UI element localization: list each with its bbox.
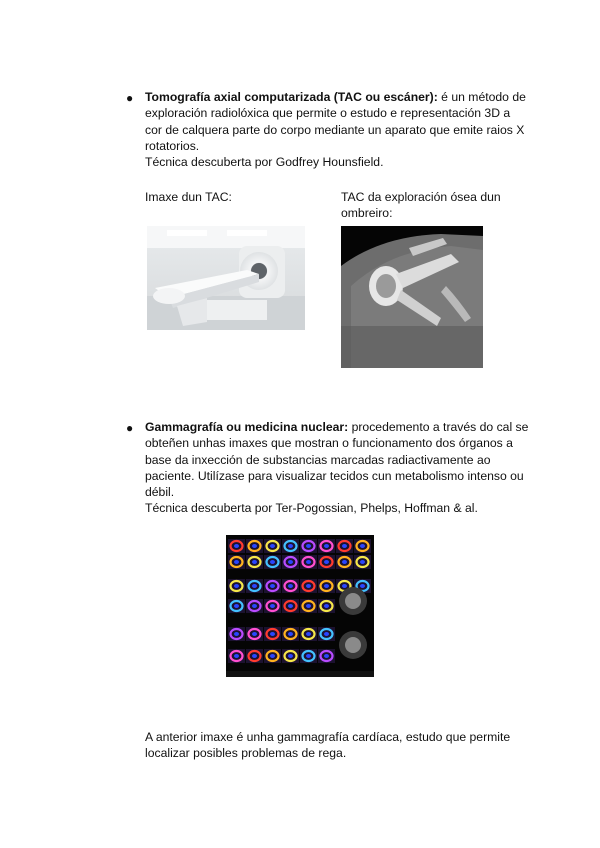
scan-core bbox=[234, 604, 239, 608]
shoulder-ct-image bbox=[341, 226, 483, 368]
gammagraphy-title: Gammagrafía ou medicina nuclear: bbox=[145, 420, 349, 434]
closing-line-1: A anterior imaxe é unha gammagrafía cardíaca, estudo que permite bbox=[145, 730, 511, 744]
closing-line-2: localizar posibles problemas de rega. bbox=[145, 746, 347, 761]
scan-core bbox=[306, 604, 311, 608]
scan-core bbox=[324, 604, 329, 608]
scan-core bbox=[234, 544, 239, 548]
scan-core bbox=[270, 544, 275, 548]
scan-core bbox=[342, 544, 347, 548]
tac-line-2: exploración radiolóxica que permite o estudo e representación 3D a bbox=[145, 106, 511, 121]
scan-core bbox=[252, 560, 257, 564]
scan-core bbox=[306, 544, 311, 548]
scan-core bbox=[306, 584, 311, 588]
scan-core bbox=[342, 584, 347, 588]
scan-core bbox=[324, 654, 329, 658]
scan-core bbox=[342, 560, 347, 564]
scan-core bbox=[324, 584, 329, 588]
scan-core bbox=[252, 604, 257, 608]
tac-line-1: é un método de bbox=[437, 90, 526, 104]
tac-discoverer: Técnica descuberta por Godfrey Hounsfield. bbox=[145, 155, 384, 170]
scan-core bbox=[234, 654, 239, 658]
scan-core bbox=[324, 560, 329, 564]
scan-footer-bar bbox=[226, 671, 374, 677]
scan-core bbox=[360, 544, 365, 548]
closing-paragraph bbox=[145, 729, 535, 762]
cardiac-gammagraphy-image bbox=[226, 535, 374, 677]
scan-core bbox=[270, 632, 275, 636]
scan-core bbox=[270, 604, 275, 608]
scan-core bbox=[270, 654, 275, 658]
gam-line-2: obteñen unhas imaxes que mostran o funcionamento dos órganos a bbox=[145, 436, 513, 451]
scan-core bbox=[324, 632, 329, 636]
polar-map-center bbox=[345, 637, 361, 653]
scan-core bbox=[324, 544, 329, 548]
scan-core bbox=[360, 560, 365, 564]
scan-core bbox=[234, 560, 239, 564]
bullet-2: ● bbox=[126, 421, 134, 435]
gammagraphy-paragraph bbox=[145, 419, 535, 517]
scan-core bbox=[288, 584, 293, 588]
scan-core bbox=[288, 544, 293, 548]
scan-core bbox=[288, 604, 293, 608]
shoulder-caption-line-1: TAC da exploración ósea dun bbox=[341, 190, 501, 204]
scan-core bbox=[306, 654, 311, 658]
tac-title: Tomografía axial computarizada (TAC ou escáner): bbox=[145, 90, 438, 104]
scan-core bbox=[234, 632, 239, 636]
scan-core bbox=[252, 584, 257, 588]
tac-line-4: rotatorios. bbox=[145, 138, 200, 153]
polar-map-center bbox=[345, 593, 361, 609]
gam-line-1: procedemento a través do cal se bbox=[348, 420, 529, 434]
shoulder-caption bbox=[341, 189, 521, 222]
scan-core bbox=[234, 584, 239, 588]
ct-scanner-photo bbox=[147, 226, 305, 330]
tac-line-3: cor de calquera parte do corpo mediante un aparato que emite raios X bbox=[145, 122, 525, 137]
gam-discoverer: Técnica descuberta por Ter-Pogossian, Phelps, Hoffman & al. bbox=[145, 501, 478, 516]
tac-image-caption: Imaxe dun TAC: bbox=[145, 190, 232, 204]
scan-core bbox=[306, 560, 311, 564]
scan-core bbox=[288, 560, 293, 564]
scan-core bbox=[288, 632, 293, 636]
gam-line-3: base da inxección de substancias marcadas radiactivamente ao bbox=[145, 452, 491, 467]
ct-scanner-illustration bbox=[147, 226, 305, 330]
scan-core bbox=[360, 584, 365, 588]
gam-line-5: débil. bbox=[145, 485, 175, 500]
bullet-1: ● bbox=[126, 91, 134, 105]
shoulder-caption-line-2: ombreiro: bbox=[341, 206, 393, 221]
shoulder-ct-illustration bbox=[341, 226, 483, 368]
scan-core bbox=[252, 632, 257, 636]
cardiac-gammagraphy-illustration bbox=[226, 535, 374, 677]
scan-core bbox=[252, 544, 257, 548]
scan-core bbox=[306, 632, 311, 636]
scan-core bbox=[252, 654, 257, 658]
scan-core bbox=[288, 654, 293, 658]
scan-core bbox=[270, 560, 275, 564]
tac-paragraph bbox=[145, 89, 535, 170]
gam-line-4: paciente. Utilízase para visualizar tecidos cun metabolismo intenso ou bbox=[145, 468, 524, 483]
scan-core bbox=[270, 584, 275, 588]
